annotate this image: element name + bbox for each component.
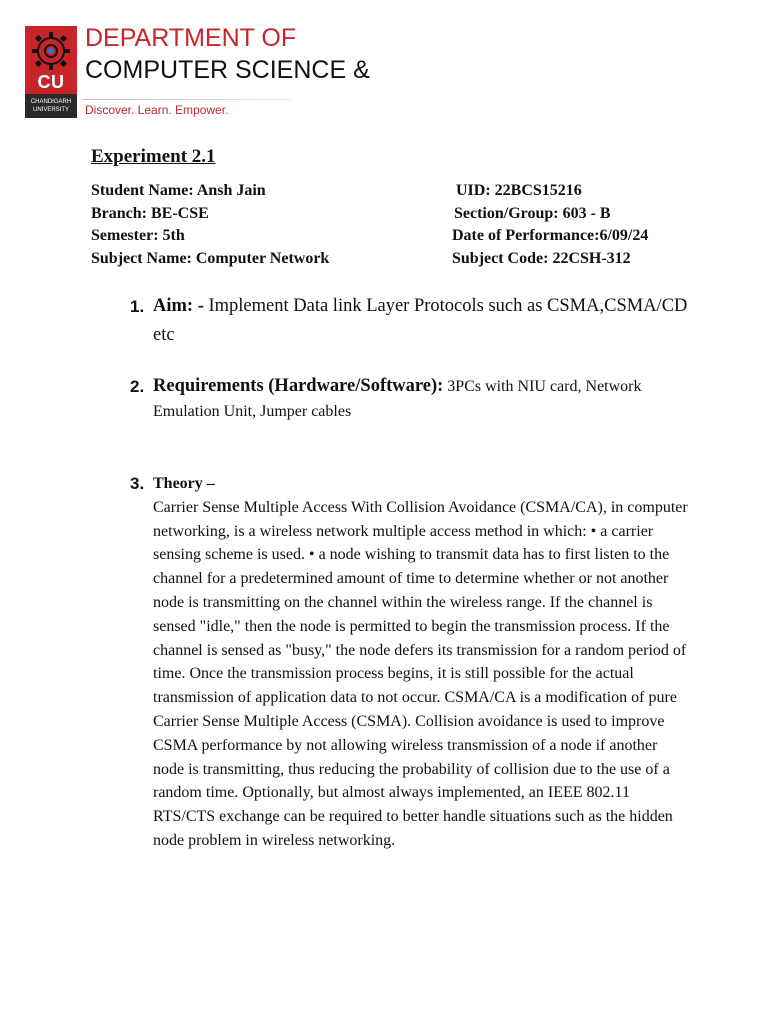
aim-body [153, 292, 688, 350]
requirements-text: 3PCs with NIU card, Network Emulation Unit, Jumper cables [153, 378, 642, 420]
requirements-body [153, 374, 688, 424]
university-logo [25, 26, 77, 118]
requirements-label: Requirements (Hardware/Software): [153, 376, 444, 396]
aim-text: Implement Data link Layer Protocols such as CSMA,CSMA/CD etc [153, 296, 688, 345]
student-info [91, 180, 691, 271]
date-of-performance: Date of Performance:6/09/24 [452, 227, 649, 245]
semester: Semester: 5th [91, 227, 185, 245]
subject-name: Subject Name: Computer Network [91, 250, 330, 268]
info-row [91, 180, 691, 203]
theory-text: Carrier Sense Multiple Access With Collision Avoidance (CSMA/CA), in computer networking, is a wireless network multiple access method in which: • a carrier sensing scheme is used. • a node wishing to transmit data has to first listen to the channel for a predetermined amount of time to determine whether or not another node is transmitting on the channel within the wireless range. If the channel is sensed "idle," then the node is permitted to begin the transmission process. If the channel is sensed as "busy," the node defers its transmission for a random period of time. Once the transmission process begins, it is still possible for the actual transmission of application data to not occur. CSMA/CA is a modification of pure Carrier Sense Multiple Access (CSMA). Collision avoidance is used to improve CSMA performance by not allowing wireless transmission of a node if another node is transmitting, thus reducing the probability of collision due to the use of a random time. Optionally, but almost always implemented, an IEEE 802.11 RTS/CTS exchange can be required to better handle situations such as the hidden node problem in wireless networking. [153, 498, 688, 849]
department-title-line1: DEPARTMENT OF [85, 24, 297, 52]
uid: UID: 22BCS15216 [456, 182, 582, 199]
theory-label: Theory – [153, 475, 215, 492]
info-row [91, 203, 691, 226]
info-row [91, 225, 691, 248]
department-title [85, 22, 370, 86]
logo-university-text: CHANDIGARH UNIVERSITY [25, 94, 77, 118]
info-row [91, 248, 691, 271]
gear-emblem-icon [29, 30, 73, 72]
experiment-title: Experiment 2.1 [91, 146, 216, 167]
department-title-line2: COMPUTER SCIENCE & [85, 56, 370, 84]
student-name: Student Name: Ansh Jain [91, 182, 266, 199]
logo-cu-text: CU [37, 72, 65, 92]
branch: Branch: BE-CSE [91, 204, 209, 222]
section-group: Section/Group: 603 - B [454, 204, 611, 222]
theory-body [153, 472, 688, 853]
subject-code: Subject Code: 22CSH-312 [452, 250, 631, 268]
aim-number: 1. [130, 297, 145, 316]
tagline: Discover. Learn. Empower. [85, 103, 229, 117]
requirements-number: 2. [130, 377, 145, 396]
theory-number: 3. [130, 474, 145, 493]
aim-label: Aim: - [153, 296, 204, 316]
header-divider [82, 99, 292, 100]
